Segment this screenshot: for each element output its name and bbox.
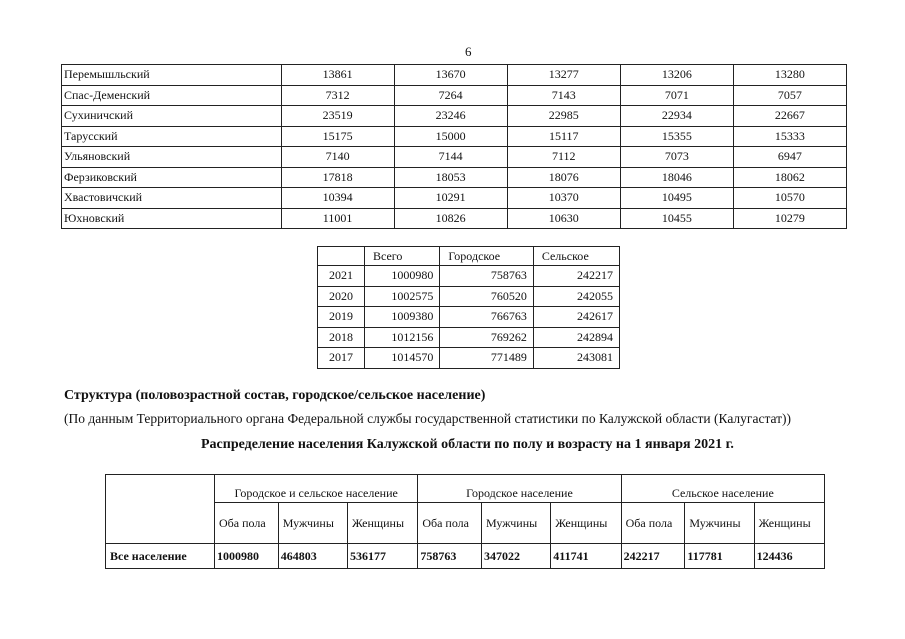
district-value: 7264 — [394, 85, 507, 106]
district-value: 18046 — [620, 167, 733, 188]
district-value: 10455 — [620, 208, 733, 229]
totals-value: 766763 — [440, 307, 533, 328]
totals-value: 1014570 — [365, 348, 440, 369]
source-note: (По данным Территориального органа Федеральной службы государственной статистики по Калужской области (Калугастат)) — [64, 411, 792, 426]
totals-value: 242894 — [533, 327, 619, 348]
district-value: 18076 — [507, 167, 620, 188]
totals-year: 2018 — [318, 327, 365, 348]
district-value: 13280 — [733, 65, 846, 86]
distribution-value: 117781 — [685, 544, 754, 569]
totals-year: 2021 — [318, 266, 365, 287]
district-value: 13206 — [620, 65, 733, 86]
district-value: 7140 — [281, 147, 394, 168]
district-value: 15117 — [507, 126, 620, 147]
distribution-column-header: Мужчины — [278, 503, 347, 544]
totals-value: 242055 — [533, 286, 619, 307]
page-number: 6 — [465, 44, 472, 59]
district-value: 13861 — [281, 65, 394, 86]
totals-header-total: Всего — [365, 247, 440, 266]
totals-value: 243081 — [533, 348, 619, 369]
district-name: Тарусский — [62, 126, 282, 147]
district-value: 18062 — [733, 167, 846, 188]
totals-row — [318, 307, 620, 328]
district-name: Юхновский — [62, 208, 282, 229]
district-name: Хвастовичский — [62, 188, 282, 209]
totals-value: 769262 — [440, 327, 533, 348]
district-row — [62, 106, 847, 127]
structure-heading: Структура (половозрастной состав, городское/сельское население) — [64, 388, 486, 403]
totals-value: 1002575 — [365, 286, 440, 307]
district-value: 13277 — [507, 65, 620, 86]
district-row — [62, 85, 847, 106]
district-value: 22985 — [507, 106, 620, 127]
district-value: 11001 — [281, 208, 394, 229]
districts-population-table — [61, 64, 847, 229]
group-header-rural: Сельское население — [621, 475, 824, 503]
totals-value: 760520 — [440, 286, 533, 307]
district-value: 6947 — [733, 147, 846, 168]
totals-year: 2017 — [318, 348, 365, 369]
district-value: 15175 — [281, 126, 394, 147]
district-row — [62, 147, 847, 168]
district-value: 18053 — [394, 167, 507, 188]
distribution-column-header: Оба пола — [215, 503, 279, 544]
totals-value: 1009380 — [365, 307, 440, 328]
district-value: 10291 — [394, 188, 507, 209]
totals-value: 1012156 — [365, 327, 440, 348]
district-value: 15333 — [733, 126, 846, 147]
totals-corner-cell — [318, 247, 365, 266]
district-value: 23519 — [281, 106, 394, 127]
distribution-title: Распределение населения Калужской области по полу и возрасту на 1 января 2021 г. — [201, 437, 734, 452]
totals-year: 2020 — [318, 286, 365, 307]
district-value: 23246 — [394, 106, 507, 127]
district-name: Ферзиковский — [62, 167, 282, 188]
district-value: 10279 — [733, 208, 846, 229]
district-value: 7312 — [281, 85, 394, 106]
distribution-value: 1000980 — [215, 544, 279, 569]
distribution-column-header: Мужчины — [482, 503, 551, 544]
district-row — [62, 65, 847, 86]
district-row — [62, 167, 847, 188]
district-value: 7143 — [507, 85, 620, 106]
district-value: 10394 — [281, 188, 394, 209]
totals-year: 2019 — [318, 307, 365, 328]
distribution-column-header: Женщины — [754, 503, 824, 544]
totals-header-rural: Сельское — [533, 247, 619, 266]
distribution-column-header: Оба пола — [621, 503, 685, 544]
distribution-column-header: Женщины — [347, 503, 417, 544]
distribution-value: 347022 — [482, 544, 551, 569]
district-value: 17818 — [281, 167, 394, 188]
totals-row — [318, 348, 620, 369]
distribution-table — [105, 474, 825, 569]
group-header-all: Городское и сельское население — [215, 475, 418, 503]
district-value: 15000 — [394, 126, 507, 147]
totals-row — [318, 286, 620, 307]
district-value: 22667 — [733, 106, 846, 127]
district-value: 7112 — [507, 147, 620, 168]
district-value: 7071 — [620, 85, 733, 106]
distribution-value: 758763 — [418, 544, 482, 569]
population-totals-table — [317, 246, 620, 369]
district-value: 15355 — [620, 126, 733, 147]
distribution-value: 464803 — [278, 544, 347, 569]
distribution-corner-cell — [106, 475, 215, 544]
totals-row — [318, 266, 620, 287]
district-value: 10370 — [507, 188, 620, 209]
distribution-value: 124436 — [754, 544, 824, 569]
distribution-value: 536177 — [347, 544, 417, 569]
district-value: 7144 — [394, 147, 507, 168]
distribution-column-header: Женщины — [551, 503, 621, 544]
district-value: 22934 — [620, 106, 733, 127]
district-name: Спас-Деменский — [62, 85, 282, 106]
totals-value: 242617 — [533, 307, 619, 328]
district-value: 13670 — [394, 65, 507, 86]
group-header-urban: Городское население — [418, 475, 621, 503]
district-value: 10826 — [394, 208, 507, 229]
distribution-value: 411741 — [551, 544, 621, 569]
district-row — [62, 126, 847, 147]
distribution-column-header: Мужчины — [685, 503, 754, 544]
totals-value: 758763 — [440, 266, 533, 287]
district-row — [62, 188, 847, 209]
distribution-value: 242217 — [621, 544, 685, 569]
district-value: 10495 — [620, 188, 733, 209]
district-value: 10630 — [507, 208, 620, 229]
district-value: 7057 — [733, 85, 846, 106]
totals-header-urban: Городское — [440, 247, 533, 266]
totals-value: 242217 — [533, 266, 619, 287]
district-row — [62, 208, 847, 229]
district-value: 7073 — [620, 147, 733, 168]
totals-value: 1000980 — [365, 266, 440, 287]
totals-row — [318, 327, 620, 348]
district-name: Ульяновский — [62, 147, 282, 168]
distribution-column-header: Оба пола — [418, 503, 482, 544]
totals-value: 771489 — [440, 348, 533, 369]
distribution-row-label: Все население — [106, 544, 215, 569]
district-name: Перемышльский — [62, 65, 282, 86]
district-value: 10570 — [733, 188, 846, 209]
district-name: Сухиничский — [62, 106, 282, 127]
